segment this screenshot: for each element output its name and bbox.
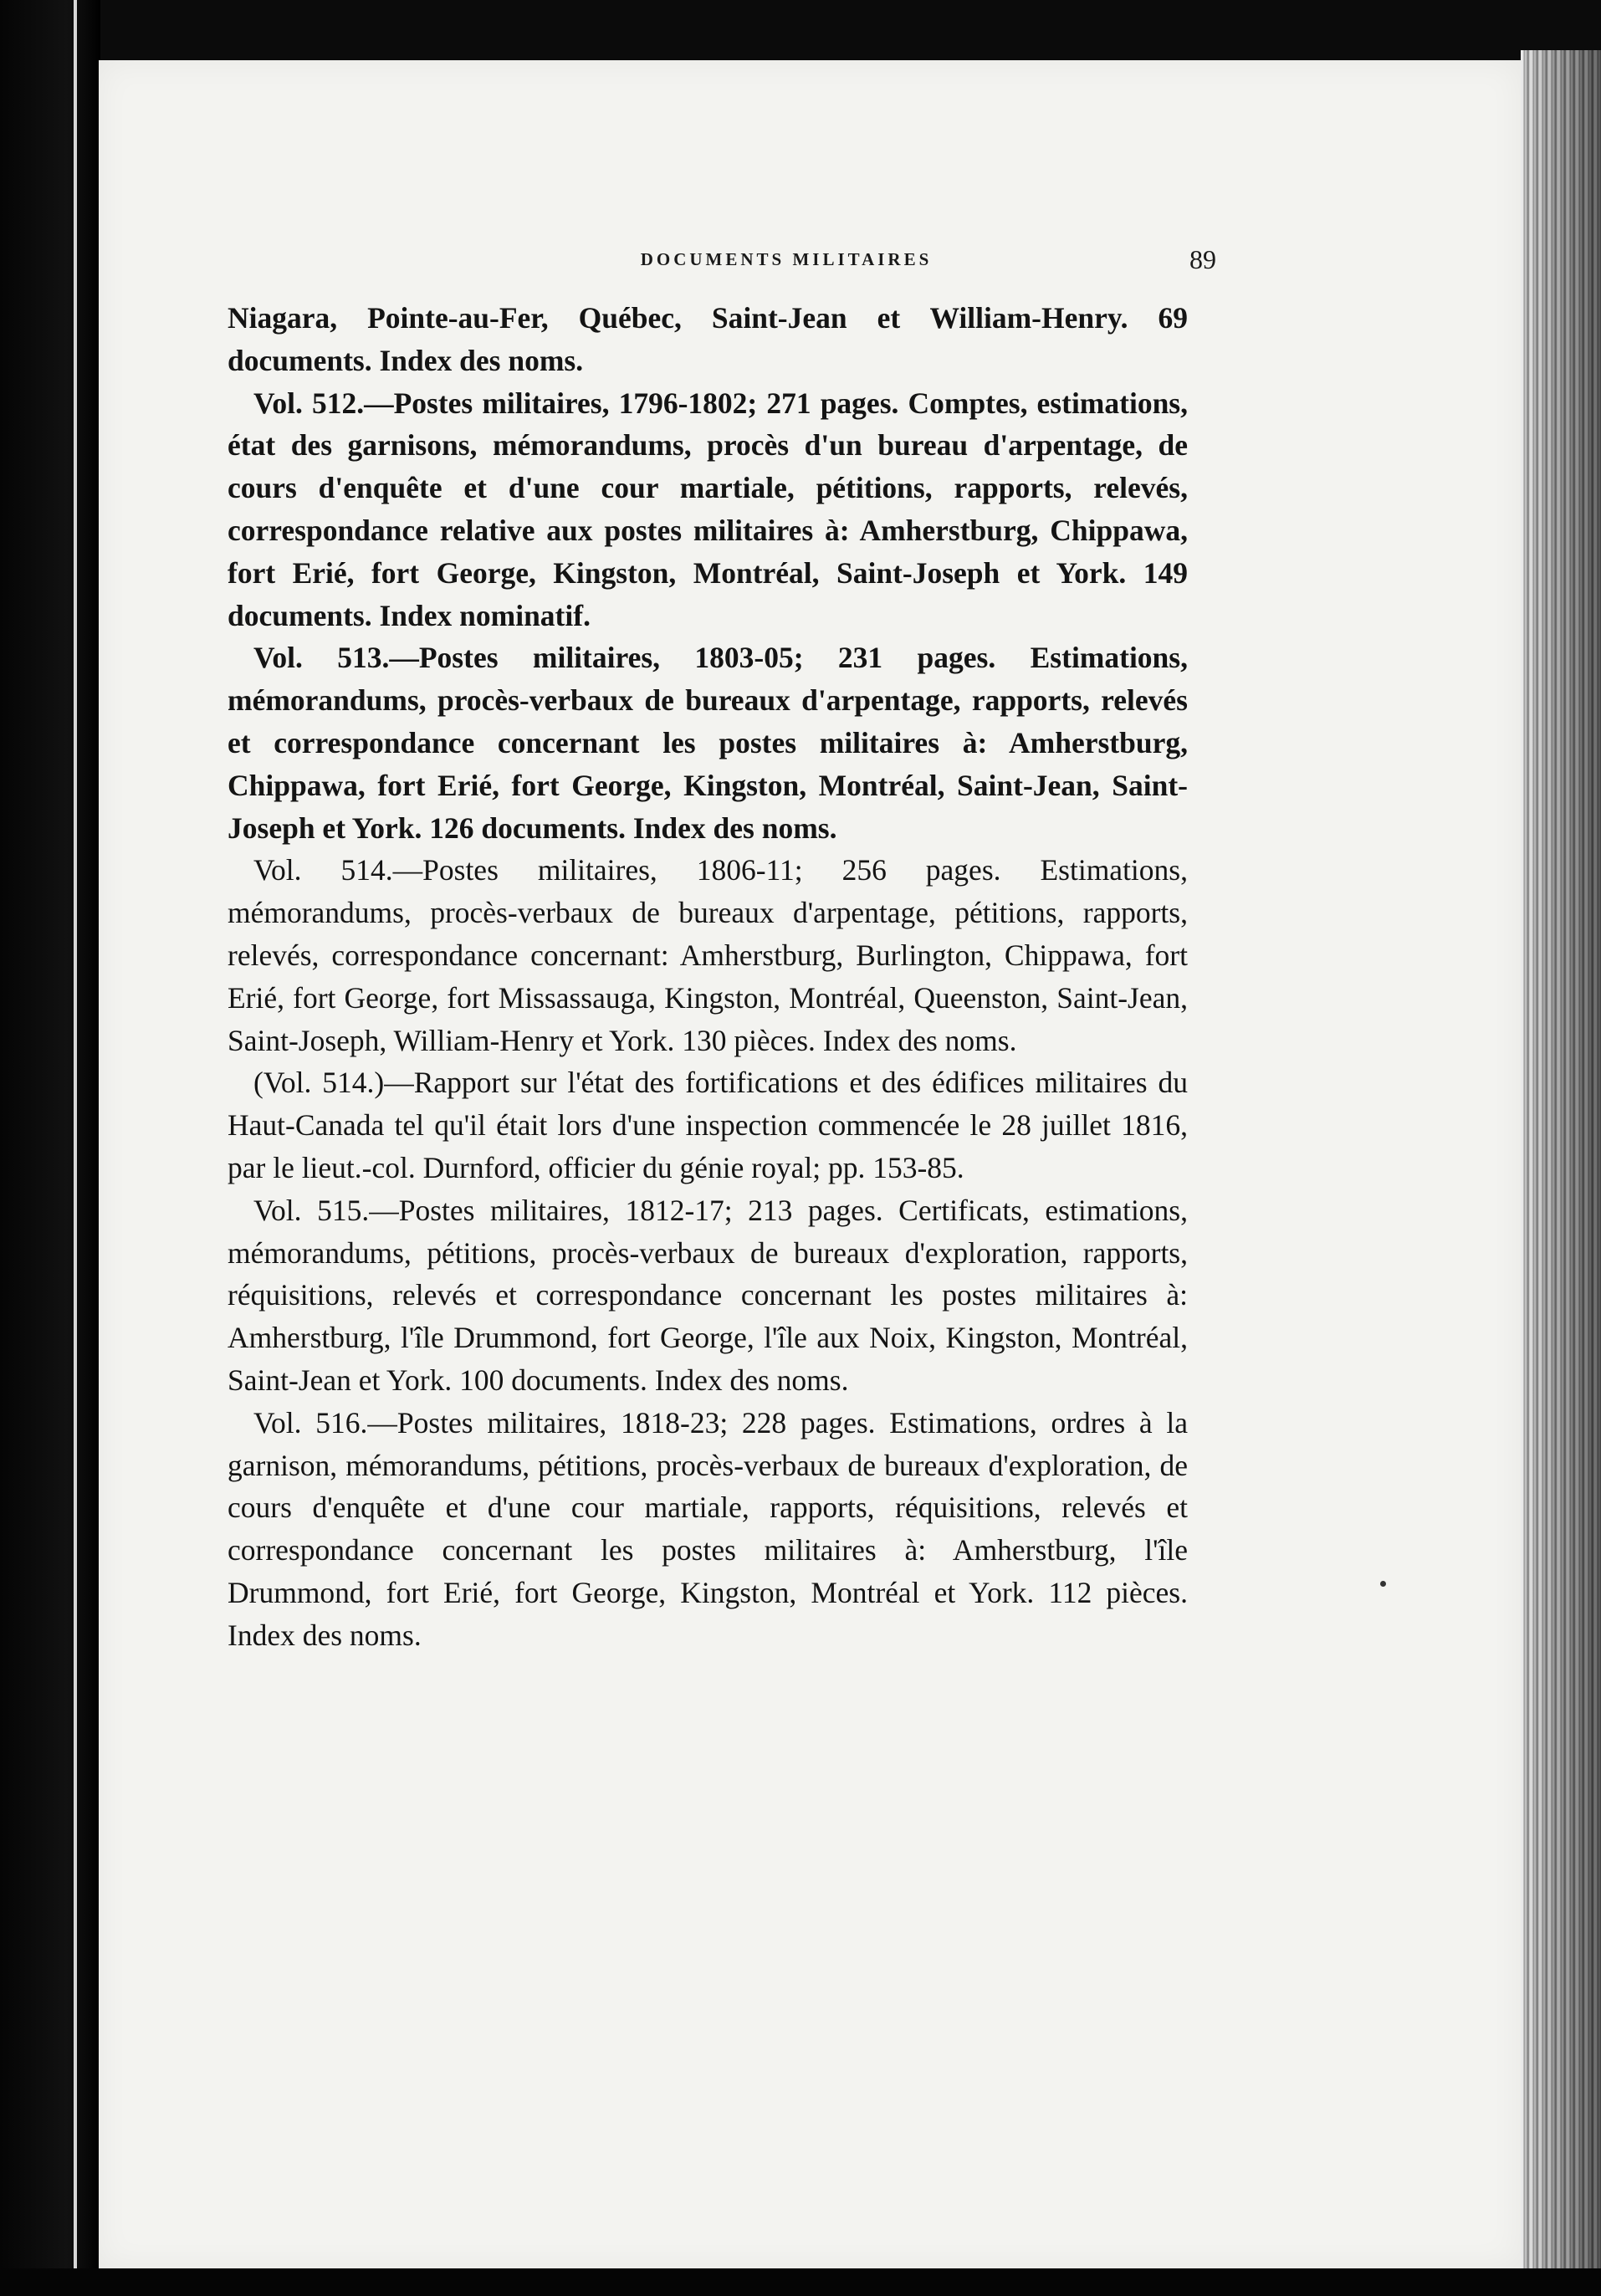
paragraph-vol-512: Vol. 512.—Postes militaires, 1796-1802; 271 pages. Comptes, estimations, état des garnisons, mémorandums, procès d'un bureau d'arpentage, de cours d'enquête et d'une cour martiale, pétitions, rapports, relevés, correspondance relative aux postes militaires à: Amherstburg, Chippawa, fort Erié, fort George, Kingston, Montréal, Saint-Joseph et York. 149 documents. Index nominatif.	[228, 386, 1188, 632]
bottom-shadow	[0, 2268, 1601, 2296]
paragraph-vol-516: Vol. 516.—Postes militaires, 1818-23; 228 pages. Estimations, ordres à la garnison, mémorandums, pétitions, procès-verbaux de bureaux d'exploration, de cours d'enquête et d'une cour martiale, rapports, réquisitions, relevés et correspondance concernant les postes militaires à: Amherstburg, l'île Drummond, fort Erié, fort George, Kingston, Montréal et York. 112 pièces. Index des noms.	[228, 1405, 1188, 1652]
document-body	[228, 297, 1188, 1657]
left-binding-shadow	[0, 0, 100, 2296]
paragraph-vol-513: Vol. 513.—Postes militaires, 1803-05; 231 pages. Estimations, mémorandums, procès-verbaux de bureaux d'arpentage, rapports, relevés et correspondance concernant les postes militaires à: Amherstburg, Chippawa, fort Erié, fort George, Kingston, Montréal, Saint-Jean, Saint-Joseph et York. 126 documents. Index des noms.	[228, 641, 1188, 845]
paragraph-vol-514: Vol. 514.—Postes militaires, 1806-11; 256 pages. Estimations, mémorandums, procès-verbaux de bureaux d'arpentage, pétitions, rapports, relevés, correspondance concernant: Amherstburg, Burlington, Chippawa, fort Erié, fort George, fort Missassauga, Kingston, Montréal, Queenston, Saint-Jean, Saint-Joseph, William-Henry et York. 130 pièces. Index des noms.	[228, 853, 1188, 1057]
left-page-edge	[74, 0, 77, 2296]
paragraph-vol-515: Vol. 515.—Postes militaires, 1812-17; 213 pages. Certificats, estimations, mémorandums, pétitions, procès-verbaux de bureaux d'exploration, rapports, réquisitions, relevés et correspondance concernant les postes militaires à: Amherstburg, l'île Drummond, fort George, l'île aux Noix, Kingston, Montréal, Saint-Jean et York. 100 documents. Index des noms.	[228, 1193, 1188, 1397]
page-number: 89	[1189, 244, 1216, 274]
running-head: DOCUMENTS MILITAIRES	[640, 249, 933, 269]
right-page-stack-shade	[1521, 50, 1601, 2296]
paragraph-niagara: Niagara, Pointe-au-Fer, Québec, Saint-Jean et William-Henry. 69 documents. Index des noms.	[228, 301, 1188, 377]
paragraph-vol-514-rapport: (Vol. 514.)—Rapport sur l'état des fortifications et des édifices militaires du Haut-Canada tel qu'il était lors d'une inspection commencée le 28 juillet 1816, par le lieut.-col. Durnford, officier du génie royal; pp. 153-85.	[228, 1066, 1188, 1184]
scan-speck	[1380, 1581, 1386, 1587]
